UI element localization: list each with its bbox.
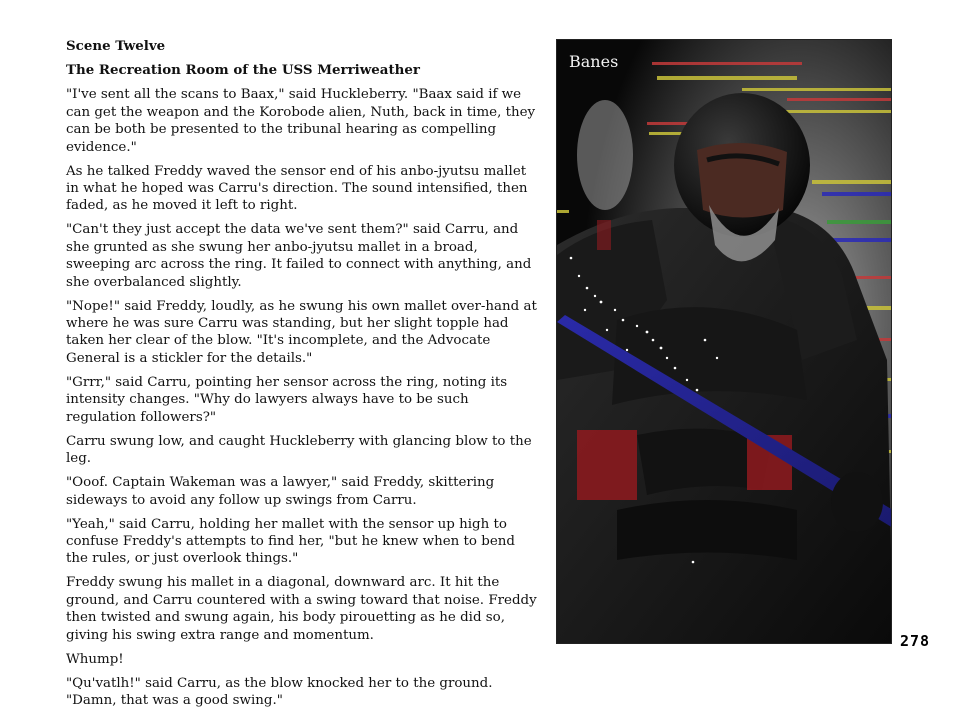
paragraph: Whump! — [66, 651, 124, 667]
paragraph: Freddy swung his mallet in a diagonal, downward arc. It hit the ground, and Carru countered with a swing toward that noise. Freddy then twisted and swung again, his body pirouetting as he did so, giving his swing extra range and momentum. — [66, 575, 537, 643]
page-number: 278 — [900, 632, 931, 650]
paragraph: As he talked Freddy waved the sensor end of his anbo-jyutsu mallet in what he hoped was Carru's direction. The sound intensified, then faded, as he moved it left to right. — [66, 163, 528, 214]
character-illustration — [556, 39, 892, 644]
paragraph: "I've sent all the scans to Baax," said Huckleberry. "Baax said if we can get the weapon and the Korobode alien, Nuth, back in time, they can be both be presented to the tribunal hearing as compelling evidence." — [66, 87, 536, 155]
scene-title: Scene Twelve — [66, 38, 166, 54]
story-text-column — [66, 38, 540, 716]
paragraph: "Yeah," said Carru, holding her mallet with the sensor up high to confuse Freddy's attempts to find her, "but he knew when to bend the rules, or just overlook things." — [66, 516, 515, 567]
paragraph: "Qu'vatlh!" said Carru, as the blow knocked her to the ground. "Damn, that was a good swing." — [66, 675, 493, 708]
paragraph: "Can't they just accept the data we've sent them?" said Carru, and she grunted as she swung her anbo-jyutsu mallet in a broad, sweeping arc across the ring. It failed to connect with anything, and she overbalanced slightly. — [66, 222, 532, 290]
figure-caption: Banes — [569, 52, 619, 71]
location-title: The Recreation Room of the USS Merriweather — [66, 62, 420, 78]
paragraph: Carru swung low, and caught Huckleberry with glancing blow to the leg. — [66, 433, 532, 467]
armored-fighter-illustration — [557, 40, 892, 644]
paragraph: "Nope!" said Freddy, loudly, as he swung his own mallet over-hand at where he was sure Carru was standing, but her slight topple had taken her clear of the blow. "It's incomplete, and the Advocate General is a stickler for the details." — [66, 298, 537, 366]
blurred-shape — [577, 100, 633, 210]
paragraph: "Grrr," said Carru, pointing her sensor across the ring, noting its intensity changes. "Why do lawyers always have to be such regulation followers?" — [66, 374, 508, 425]
paragraph: "Ooof. Captain Wakeman was a lawyer," said Freddy, skittering sideways to avoid any follow up swings from Carru. — [66, 475, 495, 508]
